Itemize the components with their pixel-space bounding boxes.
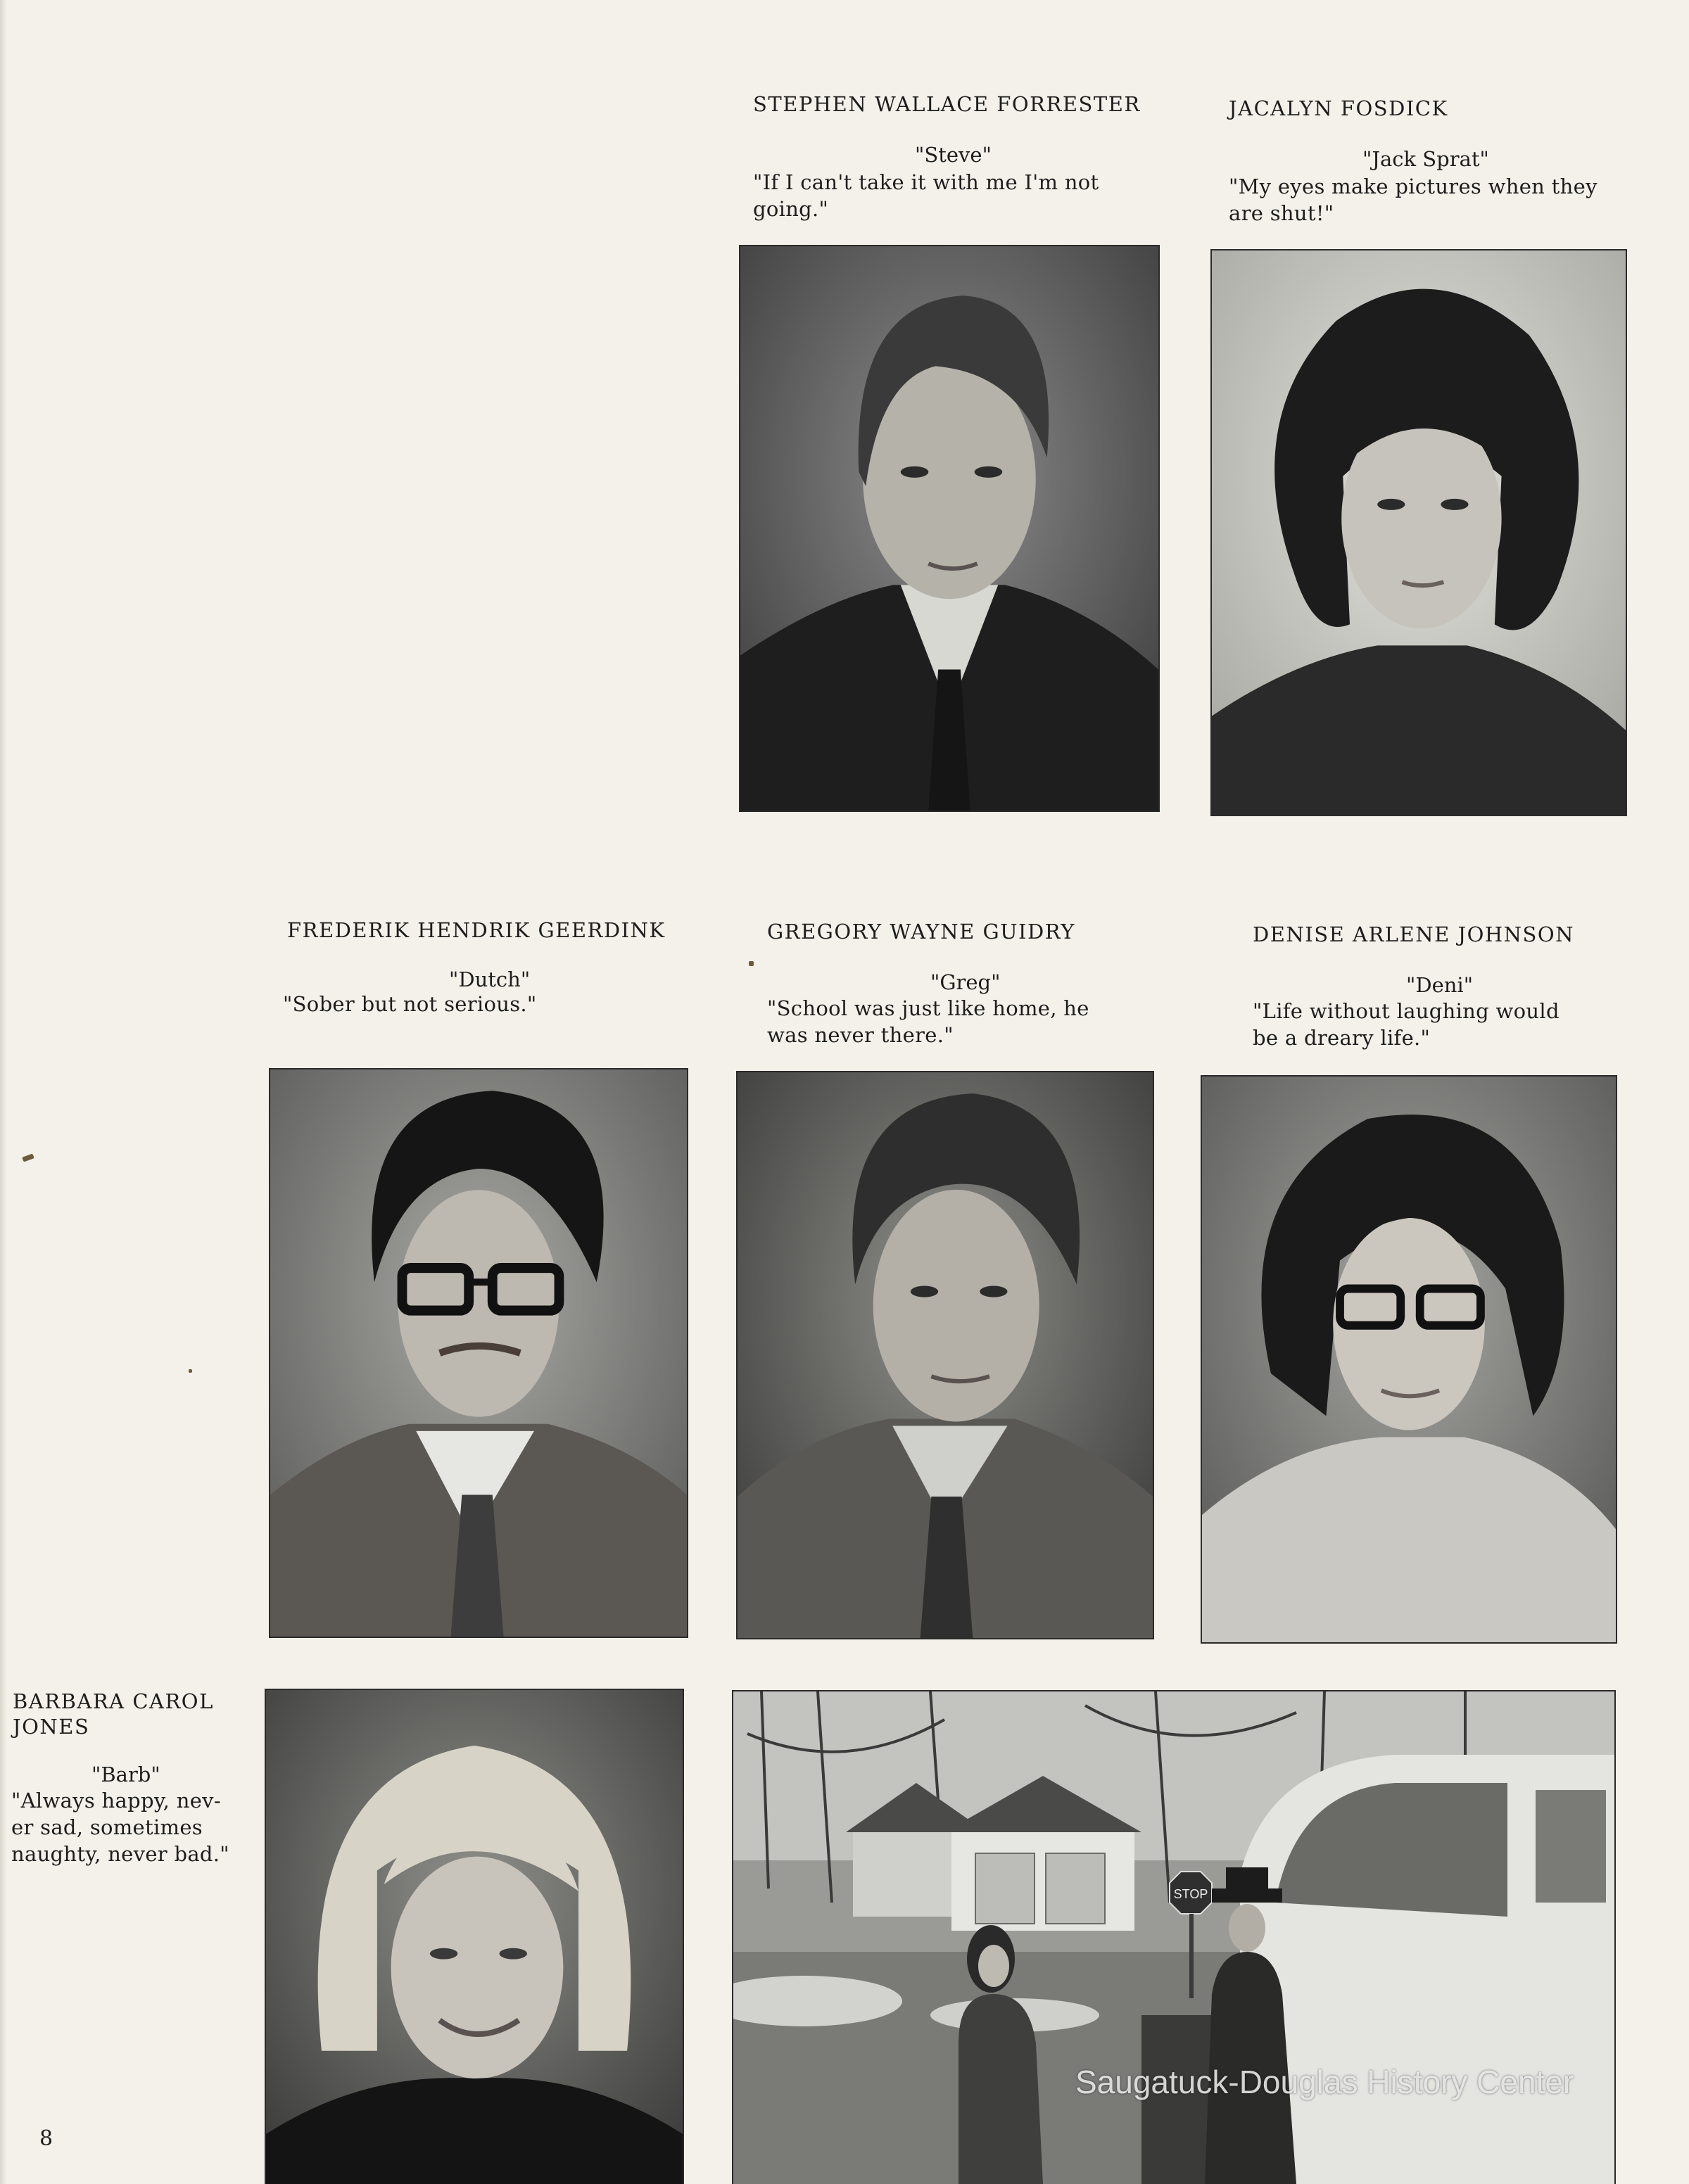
- quote-line: was never there.": [767, 1023, 954, 1047]
- senior-name-fosdick: JACALYN FOSDICK: [1229, 96, 1448, 120]
- senior-portrait-guidry: [738, 1072, 1153, 1638]
- senior-portrait-geerdink: [270, 1069, 687, 1637]
- senior-quote-geerdink: [283, 991, 537, 1017]
- senior-nickname-forrester: "Steve": [915, 143, 992, 167]
- senior-name-guidry: GREGORY WAYNE GUIDRY: [767, 920, 1075, 944]
- page-number: 8: [39, 2126, 53, 2151]
- quote-line: "School was just like home, he: [767, 996, 1089, 1020]
- paper-speck: [189, 1369, 192, 1373]
- senior-portrait-johnson: [1202, 1077, 1616, 1642]
- name-line: BARBARA CAROL: [13, 1689, 214, 1713]
- senior-nickname-johnson: "Deni": [1406, 973, 1474, 997]
- quote-line: going.": [753, 197, 829, 221]
- senior-quote-forrester: [753, 169, 1099, 222]
- paper-speck: [749, 961, 754, 966]
- senior-nickname-guidry: "Greg": [930, 970, 1001, 994]
- senior-portrait-jones: [266, 1690, 683, 2184]
- stop-sign-text: STOP: [1173, 1887, 1208, 1901]
- senior-portrait-fosdick: [1212, 250, 1626, 815]
- senior-quote-jones: [11, 1787, 229, 1867]
- senior-portrait-forrester: [740, 246, 1158, 811]
- senior-nickname-jones: "Barb": [91, 1763, 160, 1786]
- quote-line: "Sober but not serious.": [283, 992, 537, 1016]
- senior-name-johnson: DENISE ARLENE JOHNSON: [1253, 922, 1575, 946]
- quote-line: "Always happy, nev-: [11, 1789, 221, 1812]
- senior-quote-fosdick: [1229, 173, 1598, 227]
- quote-line: "Life without laughing would: [1253, 999, 1560, 1023]
- name-line: JONES: [13, 1715, 90, 1739]
- quote-line: naughty, never bad.": [11, 1842, 229, 1866]
- senior-name-forrester: STEPHEN WALLACE FORRESTER: [753, 92, 1141, 116]
- senior-quote-johnson: [1253, 998, 1560, 1051]
- page-edge: [0, 0, 7, 2184]
- quote-line: be a dreary life.": [1253, 1026, 1431, 1050]
- watermark: Saugatuck-Douglas History Center: [1075, 2064, 1574, 2100]
- quote-line: "If I can't take it with me I'm not: [753, 170, 1099, 194]
- senior-quote-guidry: [767, 995, 1089, 1048]
- quote-line: are shut!": [1229, 201, 1334, 225]
- senior-nickname-fosdick: "Jack Sprat": [1362, 147, 1489, 171]
- senior-name-geerdink: FREDERIK HENDRIK GEERDINK: [287, 918, 666, 942]
- paper-speck: [22, 1153, 34, 1162]
- quote-line: er sad, sometimes: [11, 1815, 203, 1839]
- senior-nickname-geerdink: "Dutch": [449, 967, 531, 991]
- candid-photo-van: [733, 1691, 1614, 2184]
- senior-name-jones: [13, 1689, 214, 1739]
- quote-line: "My eyes make pictures when they: [1229, 174, 1598, 198]
